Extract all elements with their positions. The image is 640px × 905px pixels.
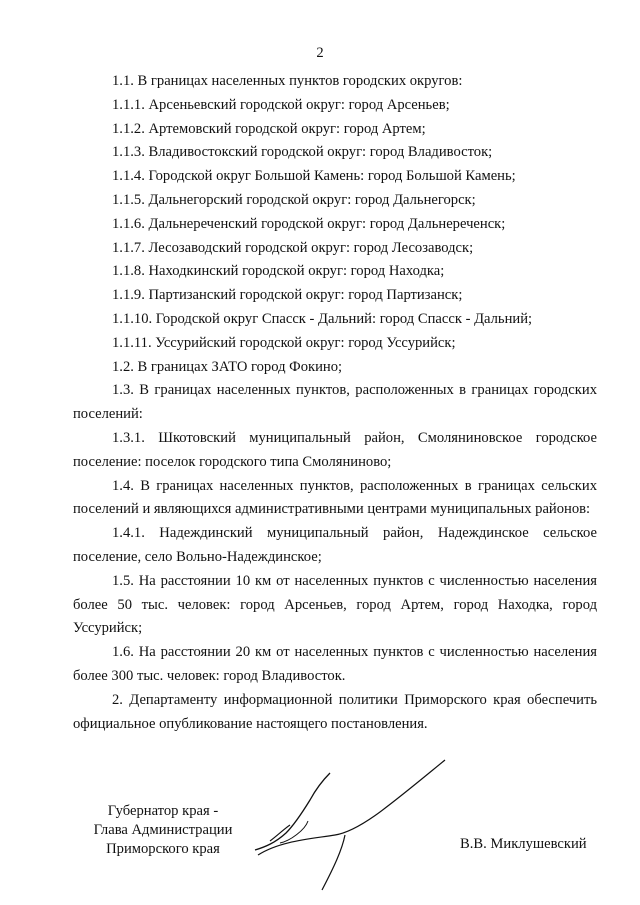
paragraph-1-1-5: 1.1.5. Дальнегорский городской округ: город Дальнегорск; [112, 191, 476, 208]
signatory-title [78, 802, 248, 859]
signatory-name: В.В. Миклушевский [460, 836, 587, 852]
paragraph-2: 2. Департаменту информационной политики Приморского края обеспечить официальное опубликование настоящего постановления. [73, 691, 597, 732]
paragraph-1-1-2: 1.1.2. Артемовский городской округ: город Артем; [112, 120, 426, 137]
signatory-title-line-1: Губернатор края - [107, 803, 219, 819]
handwritten-signature [250, 755, 450, 895]
paragraph-1-1-10: 1.1.10. Городской округ Спасск - Дальний: город Спасск - Дальний; [112, 310, 533, 327]
paragraph-1-1-8: 1.1.8. Находкинский городской округ: город Находка; [112, 263, 445, 280]
signatory-title-line-2: Глава Администрации [93, 822, 233, 838]
document-body [73, 70, 597, 736]
paragraph-1-4-1: 1.4.1. Надеждинский муниципальный район, Надеждинское сельское поселение, село Вольно-Надеждинское; [73, 525, 597, 565]
paragraph-1-1-3: 1.1.3. Владивостокский городской округ: город Владивосток; [112, 144, 493, 161]
paragraph-1-1-9: 1.1.9. Партизанский городской округ: город Партизанск; [112, 287, 463, 304]
paragraph-1-1-4: 1.1.4. Городской округ Большой Камень: город Большой Камень; [112, 168, 516, 185]
signatory-title-line-3: Приморского края [106, 841, 220, 857]
paragraph-1-2: 1.2. В границах ЗАТО город Фокино; [112, 358, 343, 375]
paragraph-1-6: 1.6. На расстоянии 20 км от населенных пунктов с численностью населения более 300 тыс. человек: город Владивосток. [73, 644, 597, 684]
paragraph-1-4: 1.4. В границах населенных пунктов, расположенных в границах сельских поселений и являющихся административными центрами муниципальных районов: [73, 477, 597, 518]
paragraph-1-5: 1.5. На расстоянии 10 км от населенных пунктов с численностью населения более 50 тыс. человек: город Арсеньев, город Артем, город Находка, город Уссурийск; [73, 572, 597, 637]
paragraph-1-1-11: 1.1.11. Уссурийский городской округ: город Уссурийск; [112, 334, 456, 351]
paragraph-1-1-7: 1.1.7. Лесозаводский городской округ: город Лесозаводск; [112, 239, 474, 256]
paragraph-1-3: 1.3. В границах населенных пунктов, расположенных в границах городских поселений: [73, 382, 597, 423]
paragraph-1-3-1: 1.3.1. Шкотовский муниципальный район, Смоляниновское городское поселение: поселок городского типа Смоляниново; [73, 429, 597, 470]
paragraph-1-1-6: 1.1.6. Дальнереченский городской округ: город Дальнереченск; [112, 215, 506, 232]
page-number: 2 [316, 45, 324, 61]
paragraph-1-1: 1.1. В границах населенных пунктов городских округов: [112, 73, 463, 89]
paragraph-1-1-1: 1.1.1. Арсеньевский городской округ: город Арсеньев; [112, 96, 450, 113]
